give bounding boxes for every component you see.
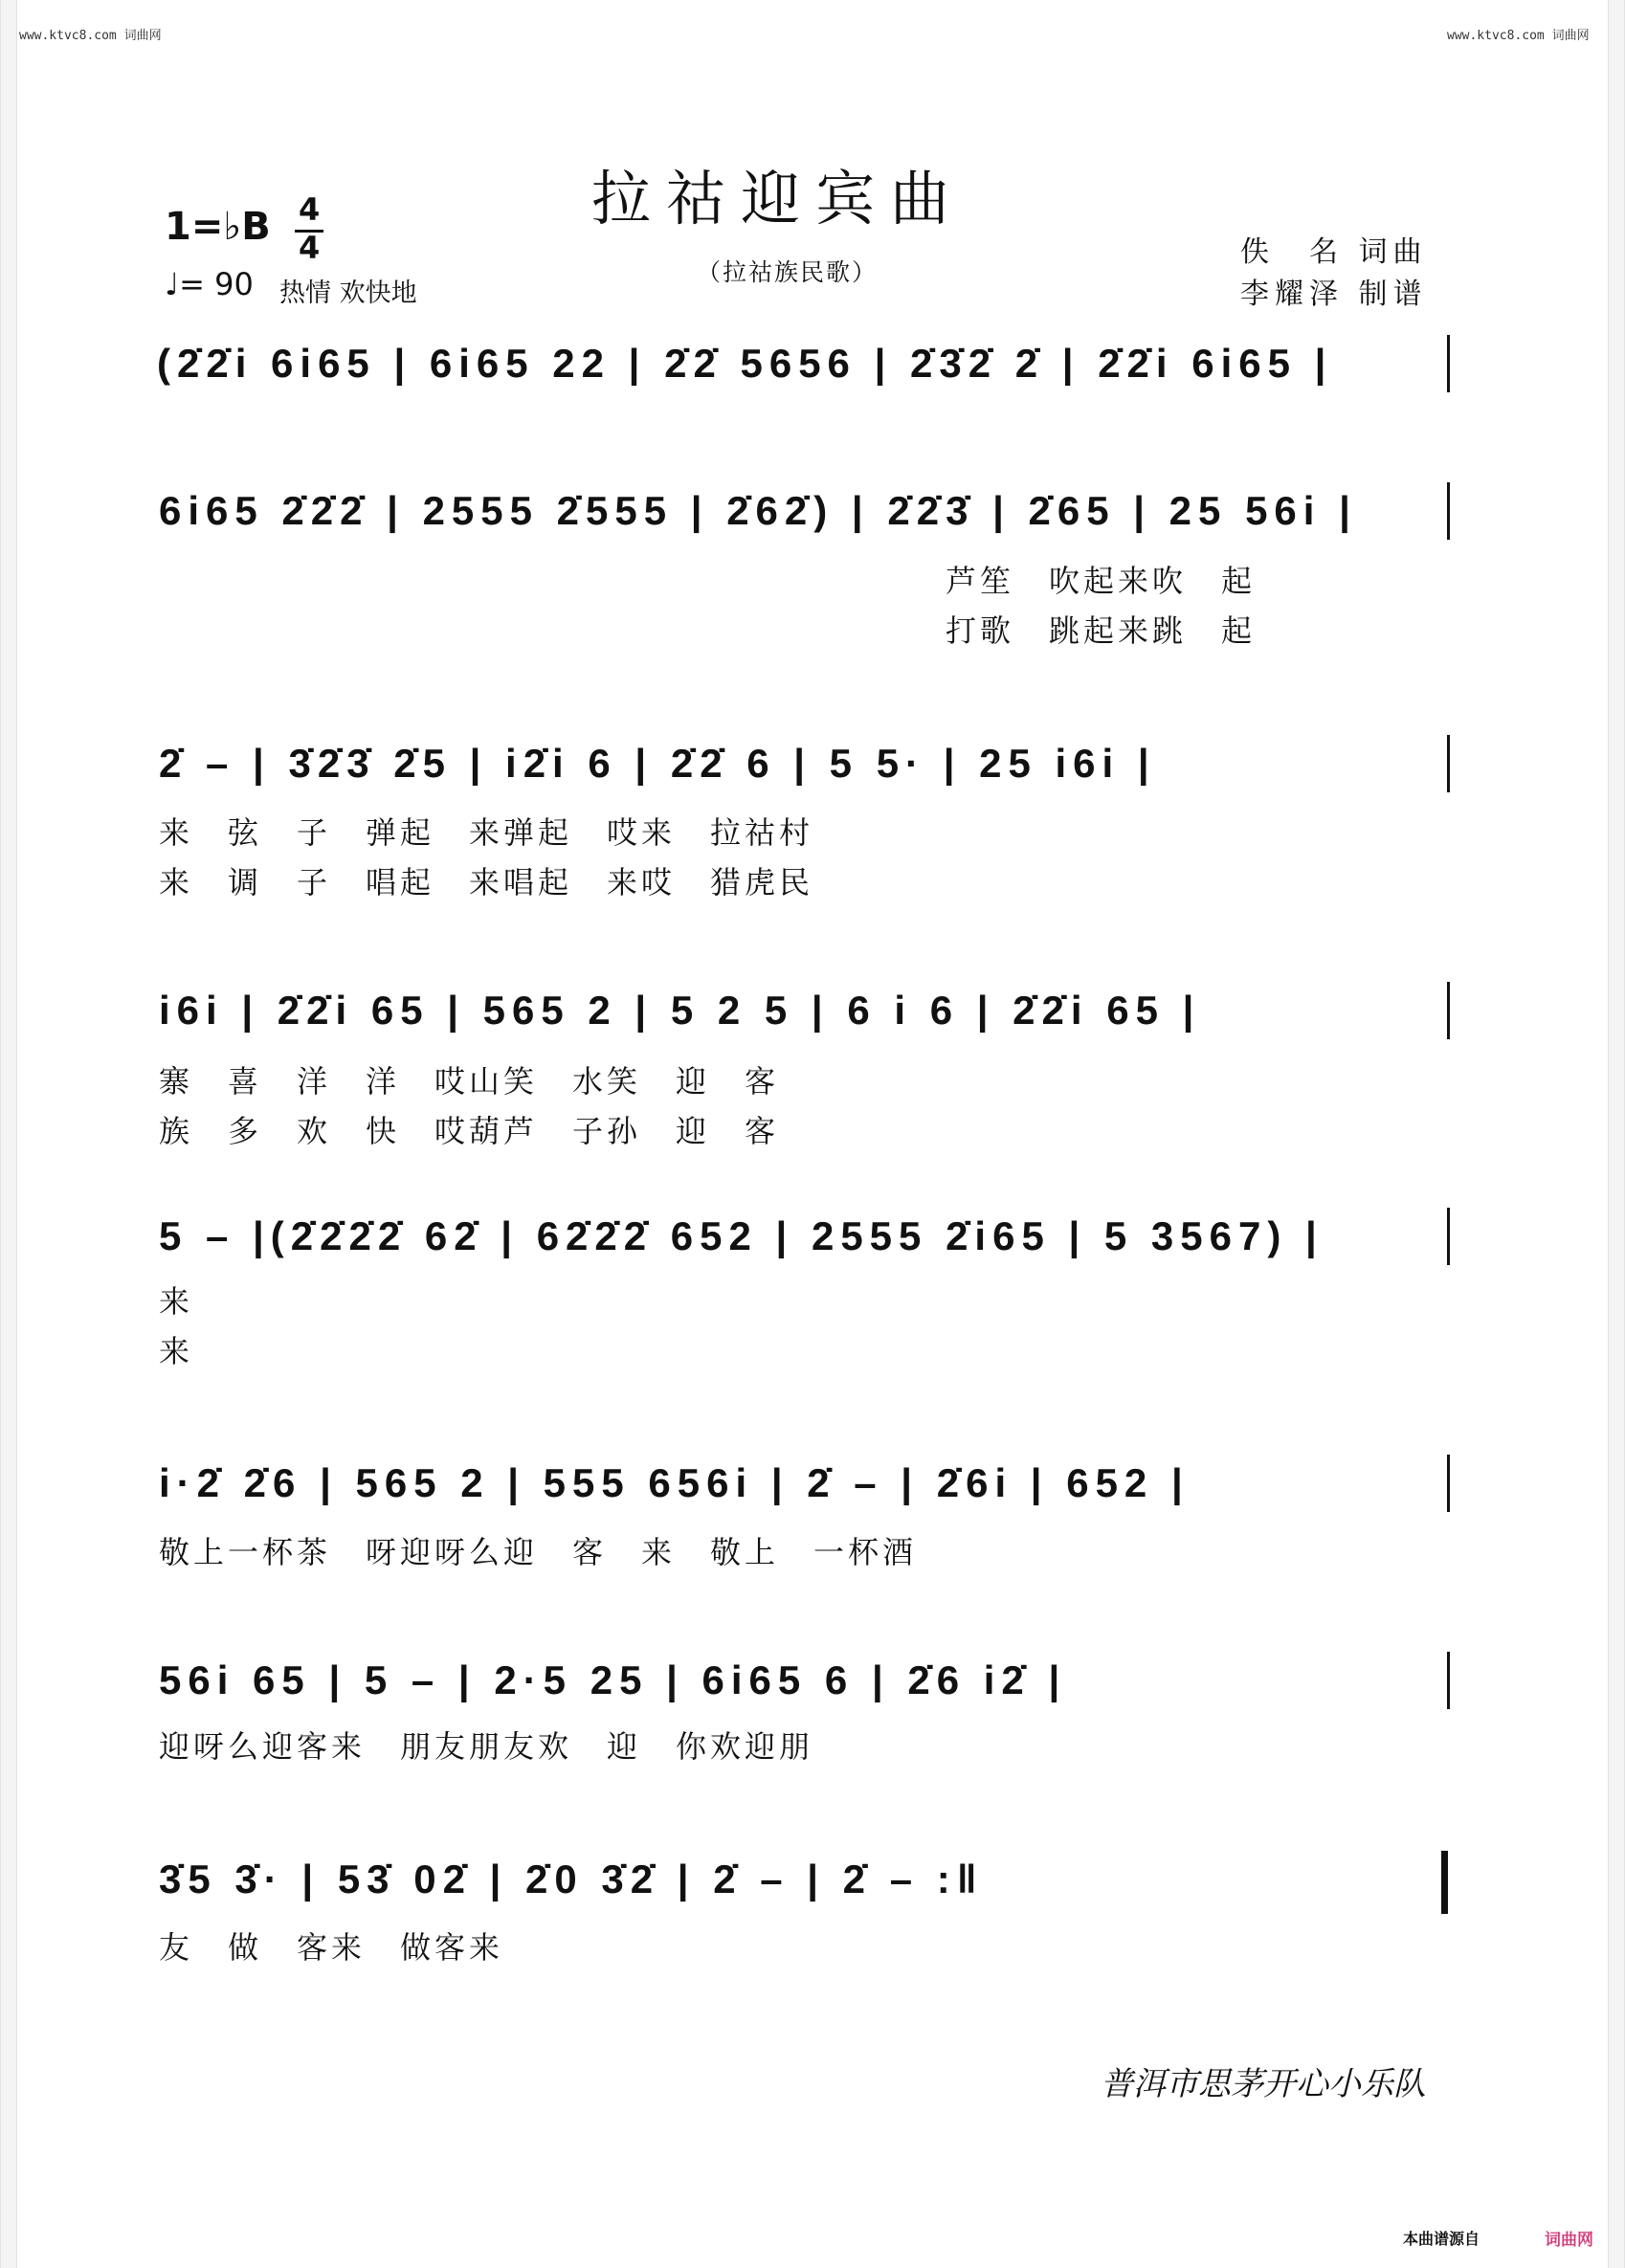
time-signature-top: 4 <box>299 191 321 228</box>
staff-line-4-lyrics-verse2: 族 多 欢 快 哎葫芦 子孙 迎 客 <box>159 1113 780 1149</box>
staff-line-7-notes: 56i 65 | 5 – | 2·5 25 | 6i65 6 | 2̇6 i2̇ | <box>159 1657 1067 1702</box>
time-signature-bottom: 4 <box>299 230 321 266</box>
staff-line-2-lyrics-verse1: 芦笙 吹起来吹 起 <box>946 563 1257 599</box>
system-4-end-barline <box>1447 982 1450 1039</box>
source-note: 本曲谱源自 <box>1403 2230 1480 2248</box>
arranger-band: 普洱市思茅开心小乐队 <box>1101 2065 1426 2103</box>
staff-line-4-lyrics-verse1: 寨 喜 洋 洋 哎山笑 水笑 迎 客 <box>159 1063 780 1100</box>
header-site-right[interactable]: www.ktvc8.com 词曲网 <box>1447 29 1590 43</box>
header-site-left[interactable]: www.ktvc8.com 词曲网 <box>19 29 162 43</box>
song-subtitle: （拉祜族民歌） <box>697 258 879 286</box>
staff-line-8-lyrics: 友 做 客来 做客来 <box>159 1929 504 1966</box>
staff-line-2-notes: 6i65 2̇2̇2̇ | 2555 2̇555 | 2̇62̇) | 2̇2̇3̇ | 2̇65 | 25 56i | <box>159 488 1357 533</box>
staff-line-5-lyrics-verse2: 来 <box>159 1333 194 1369</box>
staff-line-4-notes: i6i | 2̇2̇i 65 | 565 2 | 5 2 5 | 6 i 6 | 2̇2̇i 65 | <box>159 988 1201 1033</box>
source-site-link[interactable]: 词曲网 <box>1545 2231 1593 2250</box>
credit-words: 佚 名 词曲 <box>1240 235 1428 269</box>
system-2-end-barline <box>1447 482 1450 540</box>
staff-line-1-notes: (2̇2̇i 6i65 | 6i65 22 | 2̇2̇ 5656 | 2̇3̇2̇ 2̇ | 2̇2̇i 6i65 | <box>157 341 1333 386</box>
key-signature: 1=♭B <box>165 205 271 249</box>
tempo-expression: 热情 欢快地 <box>279 278 417 308</box>
system-1-end-barline <box>1447 335 1450 392</box>
staff-line-5-lyrics-verse1: 来 <box>159 1283 194 1320</box>
page-title: 拉祜迎宾曲 <box>591 164 966 233</box>
staff-line-7-lyrics: 迎呀么迎客来 朋友朋友欢 迎 你欢迎朋 <box>159 1728 814 1765</box>
right-margin-strip <box>1608 0 1625 2268</box>
final-double-barline <box>1441 1851 1448 1914</box>
staff-line-5-notes: 5 – |(2̇2̇2̇2̇ 62̇ | 62̇2̇2̇ 652 | 2555 2̇i65 | 5 3567) | <box>159 1213 1324 1258</box>
staff-line-6-notes: i·2̇ 2̇6 | 565 2 | 555 656i | 2̇ – | 2̇6i | 652 | <box>159 1460 1190 1505</box>
tempo-mark: ♩= 90 <box>165 266 254 302</box>
staff-line-8-notes: 3̇5 3̇· | 53̇ 02̇ | 2̇0 3̇2̇ | 2̇ – | 2̇ – :‖ <box>159 1857 984 1901</box>
system-6-end-barline <box>1447 1455 1450 1512</box>
system-5-end-barline <box>1447 1208 1450 1265</box>
left-margin-strip <box>0 0 17 2268</box>
staff-line-2-lyrics-verse2: 打歌 跳起来跳 起 <box>946 612 1257 649</box>
staff-line-3-lyrics-verse2: 来 调 子 唱起 来唱起 来哎 猎虎民 <box>159 864 814 901</box>
credit-score: 李耀泽 制谱 <box>1240 278 1428 311</box>
system-7-end-barline <box>1447 1652 1450 1709</box>
staff-line-3-lyrics-verse1: 来 弦 子 弹起 来弹起 哎来 拉祜村 <box>159 814 814 851</box>
staff-line-6-lyrics: 敬上一杯茶 呀迎呀么迎 客 来 敬上 一杯酒 <box>159 1534 918 1570</box>
system-3-end-barline <box>1447 735 1450 792</box>
staff-line-3-notes: 2̇ – | 3̇2̇3̇ 2̇5 | i2̇i 6 | 2̇2̇ 6 | 5 5· | 25 i6i | <box>159 741 1156 786</box>
